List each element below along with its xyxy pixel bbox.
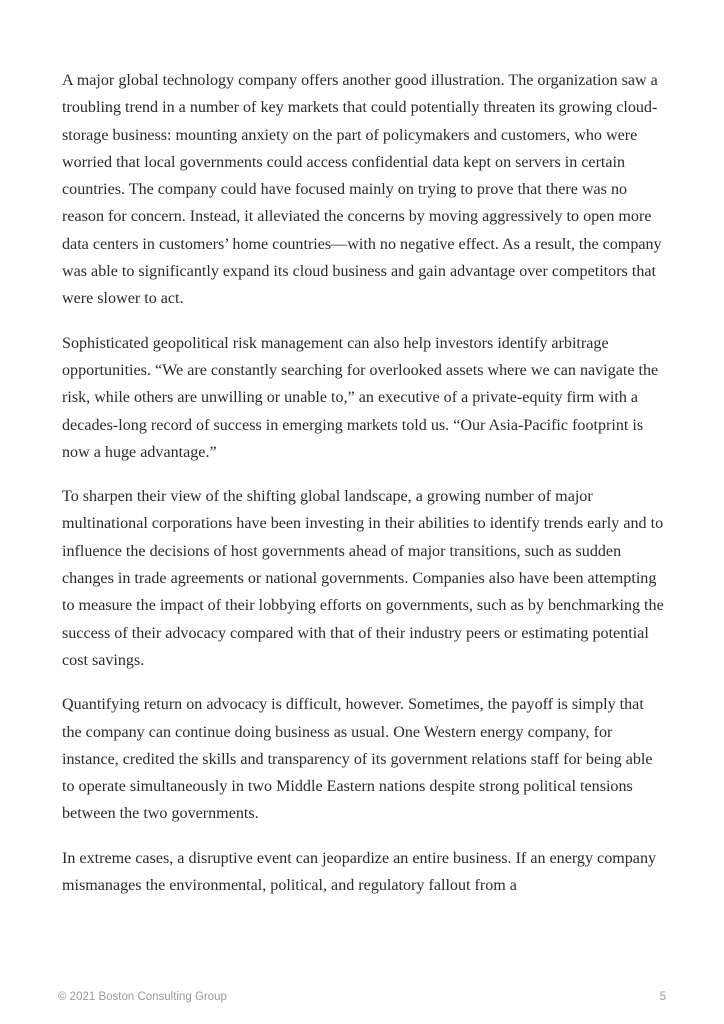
paragraph-extreme-cases: In extreme cases, a disruptive event can jeopardize an entire business. If an energy company mismanages the environmental, political, and regulatory fallout from a <box>62 849 657 895</box>
copyright-notice: © 2021 Boston Consulting Group <box>58 991 227 1003</box>
paragraph-return-on-advocacy: Quantifying return on advocacy is difficult, however. Sometimes, the payoff is simply that the company can continue doing business as usual. One Western energy company, for instance, credited the skills and transparency of its government relations staff for being able to operate simultaneously in two Middle Eastern nations despite strong political tensions between the two governments. <box>62 696 653 823</box>
page-number: 5 <box>659 991 666 1003</box>
paragraph-multinational-trends: To sharpen their view of the shifting global landscape, a growing number of major multinational corporations have been investing in their abilities to identify trends early and to influence the decisions of host governments ahead of major transitions, such as sudden changes in trade agreements or national governments. Companies also have been attempting to measure the impact of their lobbying efforts on governments, such as by benchmarking the success of their advocacy compared with that of their industry peers or estimating potential cost savings. <box>62 488 664 669</box>
paragraph-tech-company-illustration: A major global technology company offers another good illustration. The organization saw a troubling trend in a number of key markets that could potentially threaten its growing cloud-storage business: mounting anxiety on the part of policymakers and customers, who were worried that local governments could access confidential data kept on servers in certain countries. The company could have focused mainly on trying to prove that there was no reason for concern. Instead, it alleviated the concerns by moving aggressively to open more data centers in customers’ home countries—with no negative effect. As a result, the company was able to significantly expand its cloud business and gain advantage over competitors that were slower to act. <box>62 72 662 308</box>
article-body <box>62 67 666 916</box>
paragraph-investor-arbitrage: Sophisticated geopolitical risk management can also help investors identify arbitrage opportunities. “We are constantly searching for overlooked assets where we can navigate the risk, while others are unwilling or unable to,” an executive of a private-equity firm with a decades-long record of success in emerging markets told us. “Our Asia-Pacific footprint is now a huge advantage.” <box>62 334 659 461</box>
page-footer <box>58 991 666 1007</box>
